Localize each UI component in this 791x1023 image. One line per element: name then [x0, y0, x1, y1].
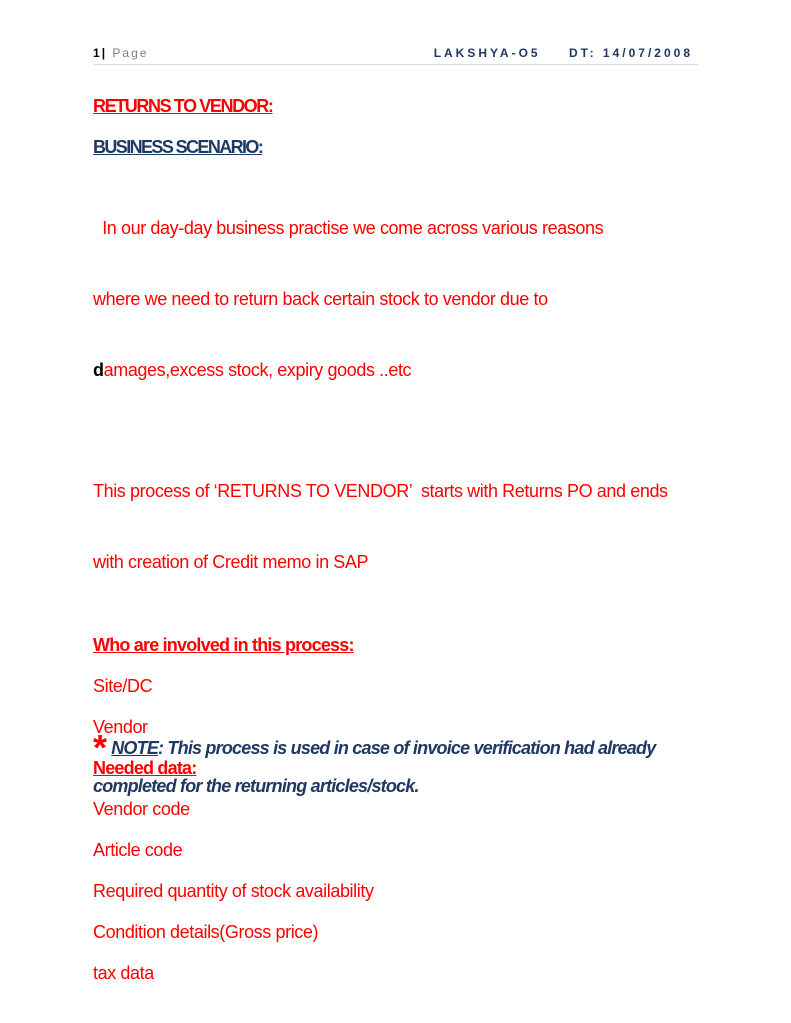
note-star: * — [93, 727, 108, 768]
scenario-heading: BUSINESS SCENARIO: — [93, 137, 263, 157]
header-meta — [434, 46, 693, 60]
process-line-1: This process of ‘RETURNS TO VENDOR’ starts with Returns PO and ends — [93, 481, 668, 501]
needed-heading: Needed data: — [93, 758, 197, 778]
note-block — [93, 728, 733, 801]
document-date: DT: 14/07/2008 — [568, 46, 693, 60]
involved-item: Vendor — [93, 717, 148, 737]
page-indicator — [93, 46, 148, 60]
involved-item: Site/DC — [93, 676, 153, 696]
scenario-paragraph — [93, 172, 713, 427]
needed-item: tax data — [93, 963, 154, 983]
scenario-line-2: where we need to return back certain stock to vendor due to — [93, 289, 548, 309]
note-text-1: : This process is used in case of invoice verification had already — [158, 738, 656, 758]
note-line-2: completed for the returning articles/stock. — [93, 776, 419, 796]
document-body — [93, 92, 713, 1000]
page-separator: | — [101, 46, 108, 60]
note-label: NOTE — [111, 738, 159, 758]
process-line-2: with creation of Credit memo in SAP — [93, 552, 369, 572]
scenario-line-1: In our day-day business practise we come across various reasons — [93, 218, 604, 238]
process-paragraph — [93, 435, 713, 619]
page-number: 1 — [93, 46, 102, 60]
note-line-1 — [93, 728, 733, 768]
needed-item: Article code — [93, 840, 183, 860]
scenario-line-3-rest: amages,excess stock, expiry goods ..etc — [103, 360, 412, 380]
involved-heading: Who are involved in this process: — [93, 635, 354, 655]
scenario-line-3 — [93, 356, 713, 385]
needed-item: Required quantity of stock availability — [93, 881, 374, 901]
page-header — [93, 46, 699, 65]
page-word: Page — [112, 46, 149, 60]
project-code: LAKSHYA-O5 — [433, 46, 541, 60]
scenario-dropcap: d — [93, 360, 104, 380]
needed-item: Condition details(Gross price) — [93, 922, 319, 942]
needed-item: Vendor code — [93, 799, 190, 819]
document-title: RETURNS TO VENDOR: — [93, 96, 273, 116]
